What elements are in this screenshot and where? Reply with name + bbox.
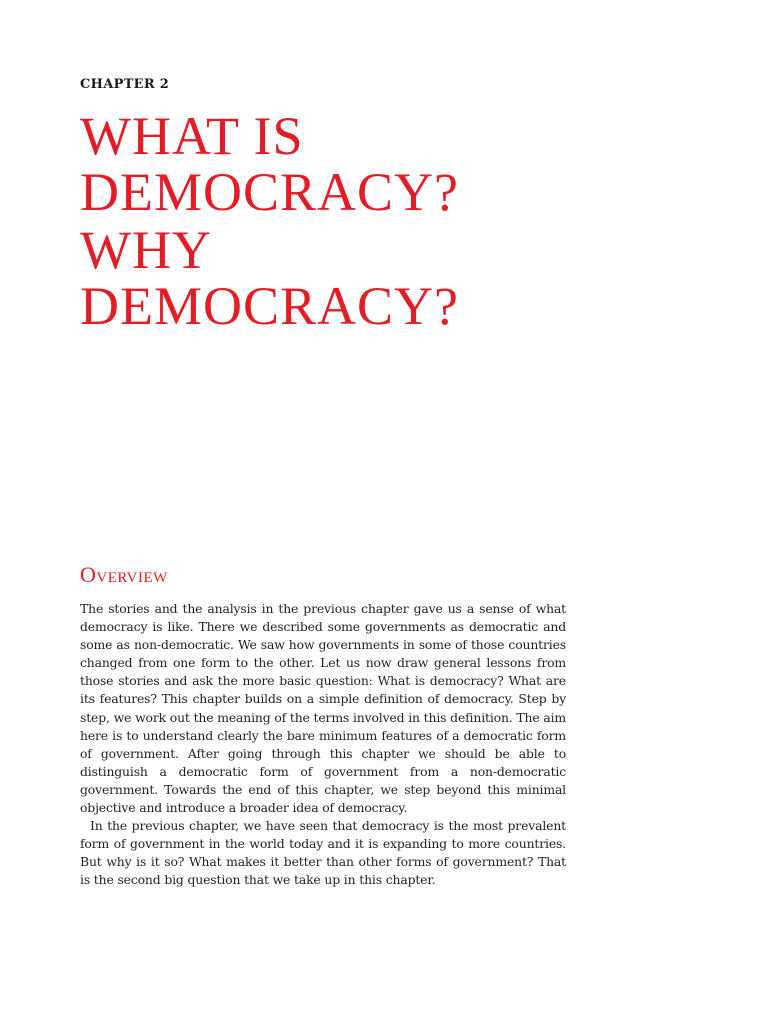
overview-heading: Overview <box>80 562 168 587</box>
title-line-3: WHY <box>80 220 212 280</box>
overview-body <box>80 600 566 890</box>
chapter-title <box>80 108 720 334</box>
overview-paragraph-1: The stories and the analysis in the previous chapter gave us a sense of what democracy is like. There we described some governments as democratic and some as non-democratic. We saw how governments in some of those countries changed from one form to the other. Let us now draw general lessons from those stories and ask the more basic question: What is democracy? What are its features? This chapter builds on a simple definition of democracy. Step by step, we work out the meaning of the terms involved in this definition. The aim here is to understand clearly the bare minimum features of a democratic form of government. After going through this chapter we should be able to distinguish a democratic form of government from a non-democratic government. Towards the end of this chapter, we step beyond this minimal objective and introduce a broader idea of democracy. <box>80 601 566 816</box>
overview-paragraph-2: In the previous chapter, we have seen that democracy is the most prevalent form of government in the world today and it is expanding to more countries. But why is it so? What makes it better than other forms of government? That is the second big question that we take up in this chapter. <box>80 818 566 888</box>
chapter-label: CHAPTER 2 <box>80 77 170 92</box>
title-line-2: DEMOCRACY? <box>80 162 460 222</box>
title-line-1: WHAT IS <box>80 106 304 166</box>
title-line-4: DEMOCRACY? <box>80 276 460 336</box>
